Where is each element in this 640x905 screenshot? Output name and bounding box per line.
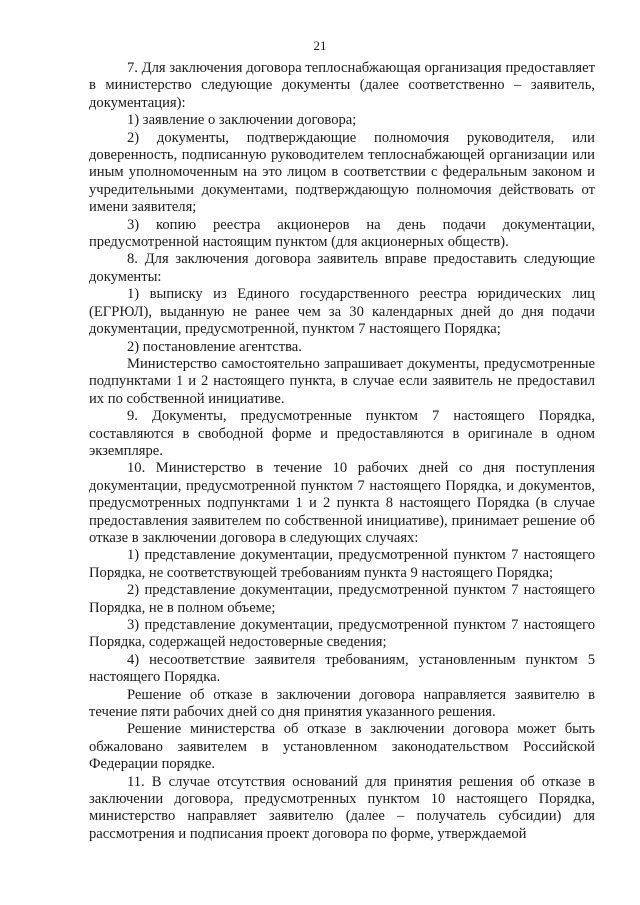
paragraph-10-item-1: 1) представление документации, предусмотренной пунктом 7 настоящего Порядка, не соответствующей требованиям пункта 9 настоящего Порядка; — [89, 547, 595, 581]
paragraph-8-item-1: 1) выписку из Единого государственного реестра юридических лиц (ЕГРЮЛ), выданную не ранее чем за 30 календарных дней до дня подачи документации, предусмотренной, пунктом 7 настоящего Порядка; — [89, 286, 595, 338]
paragraph-7-item-1: 1) заявление о заключении договора; — [127, 112, 357, 129]
paragraph-8-item-2: 2) постановление агентства. — [127, 338, 302, 355]
paragraph-10-refusal-notice: Решение об отказе в заключении договора направляется заявителю в течение пяти рабочих дней со дня принятия указанного решения. — [89, 686, 595, 721]
paragraph-10-item-2: 2) представление документации, предусмотренной пунктом 7 настоящего Порядка, не в полном объеме; — [89, 582, 595, 616]
paragraph-8: 8. Для заключения договора заявитель вправе предоставить следующие документы: — [89, 251, 595, 285]
paragraph-7-item-2: 2) документы, подтверждающие полномочия руководителя, или доверенность, подписанную руководителем теплоснабжающей организации или иным уполномоченным на это лицом в соответствии с федеральным законом и учредительными документами, подтверждающую полномочия действовать от имени заявителя; — [89, 129, 595, 216]
paragraph-8-note: Министерство самостоятельно запрашивает документы, предусмотренные подпунктами 1 и 2 настоящего пункта, в случае если заявитель не предоставил их по собственной инициативе. — [89, 355, 595, 407]
paragraph-7: 7. Для заключения договора теплоснабжающая организация предоставляет в министерство следующие документы (далее соответственно – заявитель, документация): — [89, 60, 595, 111]
document-body — [89, 60, 595, 843]
paragraph-11: 11. В случае отсутствия оснований для принятия решения об отказе в заключении договора, предусмотренных пунктом 10 настоящего Порядка, министерство направляет заявителю (далее – получатель субсидии) для рассмотрения и подписания проект договора по форме, утверждаемой — [89, 773, 595, 842]
page-number: 21 — [313, 38, 327, 53]
paragraph-10-item-4: 4) несоответствие заявителя требованиям, установленным пунктом 5 настоящего Порядка. — [89, 651, 595, 686]
paragraph-7-item-3: 3) копию реестра акционеров на день подачи документации, предусмотренной настоящим пунктом (для акционерных обществ). — [89, 216, 595, 251]
paragraph-10-item-3: 3) представление документации, предусмотренной пунктом 7 настоящего Порядка, содержащей недостоверные сведения; — [89, 617, 595, 651]
paragraph-10-appeal: Решение министерства об отказе в заключении договора может быть обжаловано заявителем в установленном законодательством Российской Федерации порядке. — [89, 721, 595, 773]
paragraph-10: 10. Министерство в течение 10 рабочих дней со дня поступления документации, предусмотренной пунктом 7 настоящего Порядка, и документов, предусмотренных подпунктами 1 и 2 пункта 8 настоящего Порядка (в случае предоставления заявителем по собственной инициативе), принимает решение об отказе в заключении договора в следующих случаях: — [89, 460, 595, 546]
paragraph-9: 9. Документы, предусмотренные пунктом 7 настоящего Порядка, составляются в свободной форме и предоставляются в оригинале в одном экземпляре. — [89, 408, 595, 459]
